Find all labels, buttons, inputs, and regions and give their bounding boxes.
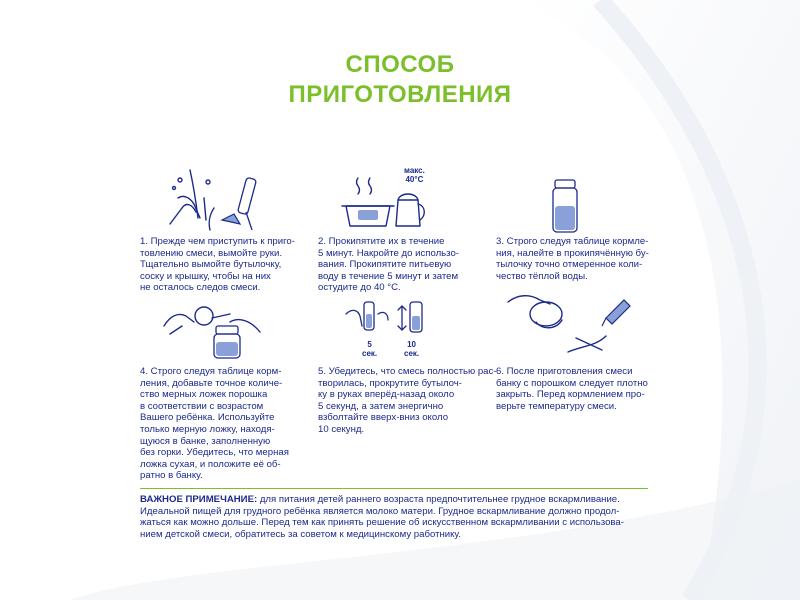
test-temperature-icon: [506, 290, 634, 362]
step-3-text: 3. Строго следуя таблице кормле- ния, налейте в прокипячённую бу- тылочку точно отмеренное коли- чество тёплой воды.: [496, 236, 649, 282]
note-divider: [140, 488, 648, 489]
title-line-2: ПРИГОТОВЛЕНИЯ: [288, 81, 512, 108]
note-text: для питания детей раннего возраста предпочтительнее грудное вскармливание. Идеальной пищей для грудного ребёнка является молоко матери. Грудное вскармливание должно продол- жаться как можно дольше. Перед тем как принять решение об искусственном вскармливании с использова- нием детской смеси, обратитесь за советом к медицинскому работнику.: [140, 494, 624, 540]
important-note: [140, 494, 650, 540]
step-4-text: 4. Строго следуя таблице корм- ления, добавьте точное количе- ство мерных ложек порошка в соответствии с возрастом Вашего ребёнка. Используйте только мерную ложку, находя- щуюся в банке, заполненную без горки. Убедитесь, что мерная ложка сухая, и положите её об- ратно в банку.: [140, 366, 289, 482]
step-2-text: 2. Прокипятите их в течение 5 минут. Накройте до использо- вания. Прокипятите питьевую воду в течение 5 минут и затем остудите до 40 °С.: [318, 236, 459, 294]
scoop-powder-icon: [160, 296, 270, 360]
seconds-label-10: 10 сек.: [404, 340, 420, 358]
title-line-1: СПОСОБ: [345, 51, 455, 78]
step-1-text: 1. Прежде чем приступить к приго- товлению смеси, вымойте руки. Тщательно вымойте бутылочку, соску и крышку, чтобы на них не осталось следов смеси.: [140, 236, 295, 294]
bottle-water-icon: [552, 178, 578, 234]
max-temp-badge: макс. 40°С: [404, 166, 425, 184]
hands-wash-brush-icon: [160, 168, 270, 236]
shake-bottle-icon: [344, 296, 434, 336]
boil-pot-kettle-icon: [340, 170, 440, 236]
page-title: [0, 50, 800, 110]
step-6-text: 6. После приготовления смеси банку с порошком следует плотно закрыть. Перед кормлением про- верьте температуру смеси.: [496, 366, 648, 412]
seconds-label-5: 5 сек.: [362, 340, 378, 358]
note-label: ВАЖНОЕ ПРИМЕЧАНИЕ:: [140, 494, 258, 505]
step-5-text: 5. Убедитесь, что смесь полностью рас- творилась, прокрутите бутылоч- ку в руках вперёд-назад около 5 секунд, а затем энергично взболтайте вверх-вниз около 10 секунд.: [318, 366, 497, 435]
